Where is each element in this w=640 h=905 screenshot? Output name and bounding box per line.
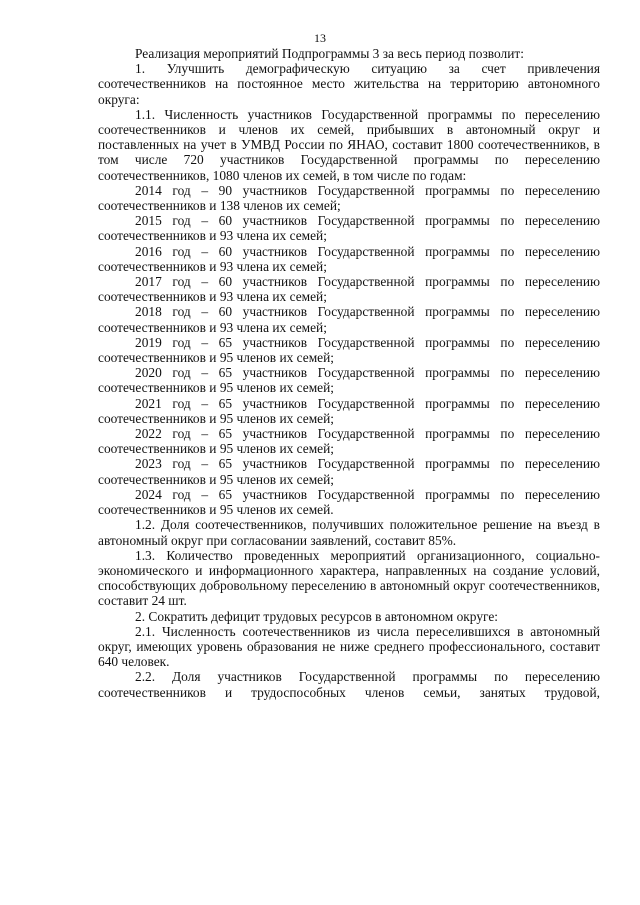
paragraph-goal-1: 1. Улучшить демографическую ситуацию за счет привлечения соотечественников на постоянное место жительства на территорию автономного округа: xyxy=(98,61,600,107)
document-body xyxy=(98,46,600,700)
paragraph-goal-2: 2. Сократить дефицит трудовых ресурсов в автономном округе: xyxy=(135,608,499,624)
paragraph-year-2019: 2019 год – 65 участников Государственной программы по переселению соотечественников и 95 членов их семей; xyxy=(98,334,600,366)
paragraph-intro: Реализация мероприятий Подпрограммы 3 за весь период позволит: xyxy=(135,46,524,61)
paragraph-year-2018: 2018 год – 60 участников Государственной программы по переселению соотечественников и 93 члена их семей; xyxy=(98,304,600,335)
paragraph-year-2024: 2024 год – 65 участников Государственной программы по переселению соотечественников и 95 членов их семей. xyxy=(98,486,600,518)
paragraph-1-3: 1.3. Количество проведенных мероприятий организационного, социально-экономического и информационного характера, направленных на создание условий, способствующих добровольному переселению в автономный округ соотечественников, составит 24 шт. xyxy=(98,547,600,609)
paragraph-year-2022: 2022 год – 65 участников Государственной программы по переселению соотечественников и 95 членов их семей; xyxy=(98,426,600,457)
paragraph-year-2023: 2023 год – 65 участников Государственной программы по переселению соотечественников и 95 членов их семей; xyxy=(98,456,600,487)
paragraph-year-2014: 2014 год – 90 участников Государственной программы по переселению соотечественников и 138 членов их семей; xyxy=(98,182,600,214)
page-number: 13 xyxy=(314,31,326,45)
paragraph-1-2: 1.2. Доля соотечественников, получивших положительное решение на въезд в автономный округ при согласовании заявлений, составит 85%. xyxy=(98,517,600,548)
paragraph-year-2017: 2017 год – 60 участников Государственной программы по переселению соотечественников и 93 члена их семей; xyxy=(98,274,600,305)
paragraph-year-2015: 2015 год – 60 участников Государственной программы по переселению соотечественников и 93 члена их семей; xyxy=(98,213,600,244)
paragraph-year-2021: 2021 год – 65 участников Государственной программы по переселению соотечественников и 95 членов их семей; xyxy=(98,395,600,426)
paragraph-2-2: 2.2. Доля участников Государственной программы по переселению соотечественников и трудоспособных членов семьи, занятых трудовой, xyxy=(98,669,600,700)
paragraph-year-2016: 2016 год – 60 участников Государственной программы по переселению соотечественников и 93 члена их семей; xyxy=(98,243,600,274)
paragraph-year-2020: 2020 год – 65 участников Государственной программы по переселению соотечественников и 95 членов их семей; xyxy=(98,365,600,396)
paragraph-2-1: 2.1. Численность соотечественников из числа переселившихся в автономный округ, имеющих уровень образования не ниже среднего профессионального, составит 640 человек. xyxy=(98,623,600,670)
paragraph-1-1: 1.1. Численность участников Государственной программы по переселению соотечественников и членов их семей, прибывших в автономный округ и поставленных на учет в УМВД России по ЯНАО, составит 1800 соотечественников, в том числе 720 участников Государственной программы по переселению соотечественников, 1080 членов их семей, в том числе по годам: xyxy=(98,106,600,183)
